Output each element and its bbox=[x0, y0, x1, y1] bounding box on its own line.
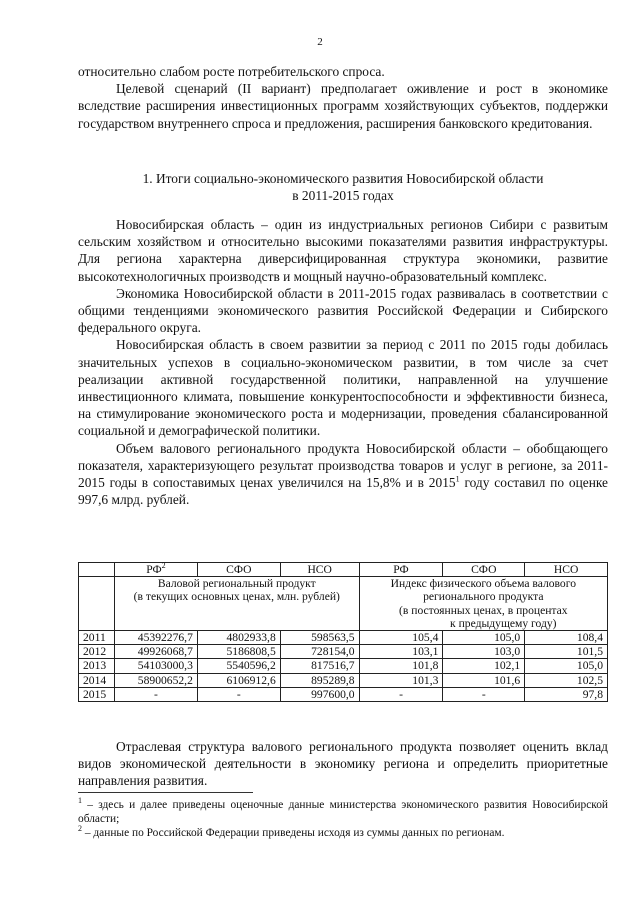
table-body bbox=[79, 631, 608, 702]
table-row bbox=[79, 631, 608, 645]
footnote-1-text: – здесь и далее приведены оценочные данные министерства экономического развития Новосибирской области; bbox=[78, 799, 608, 825]
table-cell: 45392276,7 bbox=[114, 631, 197, 645]
table-cell: 5540596,2 bbox=[197, 659, 280, 673]
table-row bbox=[79, 645, 608, 659]
table-cell: 49926068,7 bbox=[114, 645, 197, 659]
table-group-corner bbox=[79, 577, 115, 631]
footnote-1-mark: 1 bbox=[78, 796, 82, 806]
table-cell-year: 2012 bbox=[79, 645, 115, 659]
section-body bbox=[78, 216, 608, 508]
after-table-text bbox=[78, 738, 608, 790]
table-header-row bbox=[79, 563, 608, 577]
table-cell: 102,5 bbox=[525, 673, 608, 687]
section-title-line-1: 1. Итоги социально-экономического развития Новосибирской области bbox=[142, 171, 544, 186]
intro-text bbox=[78, 63, 608, 132]
table-row bbox=[79, 673, 608, 687]
table-cell: 97,8 bbox=[525, 687, 608, 701]
table-cell: 5186808,5 bbox=[197, 645, 280, 659]
page-number: 2 bbox=[317, 36, 323, 48]
table-cell: 105,4 bbox=[359, 631, 443, 645]
group-label-index: Индекс физического объема валового регионального продукта (в постоянных ценах, в процентах к предыдущему году) bbox=[359, 577, 607, 631]
table-cell: 54103000,3 bbox=[114, 659, 197, 673]
table-cell: 4802933,8 bbox=[197, 631, 280, 645]
table-cell: 598563,5 bbox=[280, 631, 359, 645]
footnote-1 bbox=[78, 798, 608, 826]
header-nso: НСО bbox=[280, 563, 359, 577]
footnotes bbox=[78, 798, 608, 840]
header-rf-index: РФ bbox=[359, 563, 443, 577]
table-cell: 817516,7 bbox=[280, 659, 359, 673]
table-cell: - bbox=[197, 687, 280, 701]
table-cell: 105,0 bbox=[525, 659, 608, 673]
table-group-row bbox=[79, 577, 608, 631]
footnote-ref-2: 2 bbox=[161, 561, 166, 571]
paragraph-3: Новосибирская область в своем развитии за период с 2011 по 2015 годы добилась значительных успехов в социально-экономическом развитии, в том числе за счет реализации активной государственной политики, направленной на улучшение инвестиционного климата, повышение конкурентоспособности и эффективности бизнеса, на стимулирование экономического роста и модернизации, проведения сбалансированной социальной и демографической политики. bbox=[78, 337, 608, 439]
section-title-line-2: в 2011-2015 годах bbox=[292, 188, 394, 203]
footnote-2-mark: 2 bbox=[78, 824, 82, 834]
table-cell: 997600,0 bbox=[280, 687, 359, 701]
footnote-2-text: – данные по Российской Федерации приведены исходя из суммы данных по регионам. bbox=[82, 827, 505, 839]
header-rf: $РФ^2$ bbox=[114, 563, 197, 577]
header-sfo-index: СФО bbox=[443, 563, 525, 577]
table-row bbox=[79, 659, 608, 673]
paragraph-4 bbox=[78, 440, 608, 509]
footnote-separator bbox=[78, 792, 253, 793]
paragraph-4-text: Объем валового регионального продукта Новосибирской области – обобщающего показателя, характеризующего результат производства товаров и услуг в регионе, за 2011-2015 годы в сопоставимых ценах увеличился на 15,8% и в 2015 bbox=[78, 440, 608, 491]
table-cell: - bbox=[443, 687, 525, 701]
table-cell: 101,3 bbox=[359, 673, 443, 687]
table-cell: 103,1 bbox=[359, 645, 443, 659]
table-cell: 58900652,2 bbox=[114, 673, 197, 687]
table-cell: - bbox=[359, 687, 443, 701]
table-cell: 728154,0 bbox=[280, 645, 359, 659]
table-cell: 103,0 bbox=[443, 645, 525, 659]
intro-paragraph-1: относительно слабом росте потребительского спроса. bbox=[78, 64, 385, 79]
table-cell: 101,5 bbox=[525, 645, 608, 659]
footnote-2 bbox=[78, 826, 608, 840]
header-sfo: СФО bbox=[197, 563, 280, 577]
paragraph-2: Экономика Новосибирской области в 2011-2015 годах развивалась в соответствии с общими тенденциями экономического развития Российской Федерации и Сибирского федерального округа. bbox=[78, 285, 608, 336]
table-cell-year: 2014 bbox=[79, 673, 115, 687]
after-table-paragraph: Отраслевая структура валового регионального продукта позволяет оценить вклад видов экономической деятельности в экономику региона и определить приоритетные направления развития. bbox=[78, 739, 608, 789]
paragraph-1: Новосибирская область – один из индустриальных регионов Сибири с развитым сельским хозяйством и относительно высокими показателями развития инфраструктуры. Для региона характерна диверсифицированная структура экономики, развитие высокотехнологичных производств и мощный научно-образовательный комплекс. bbox=[78, 217, 608, 284]
table-row bbox=[79, 687, 608, 701]
table-cell: 105,0 bbox=[443, 631, 525, 645]
table-cell: - bbox=[114, 687, 197, 701]
table-cell-year: 2015 bbox=[79, 687, 115, 701]
table-cell-year: 2013 bbox=[79, 659, 115, 673]
table-cell: 6106912,6 bbox=[197, 673, 280, 687]
group-label-grp: Валовой региональный продукт (в текущих основных ценах, млн. рублей) bbox=[114, 577, 359, 631]
section-heading bbox=[78, 170, 608, 204]
table-cell: 101,8 bbox=[359, 659, 443, 673]
paragraph-4-end: году составил по оценке 997,6 млрд. рублей. bbox=[78, 475, 608, 508]
footnote-ref-1: 1 bbox=[455, 474, 460, 484]
table-cell: 108,4 bbox=[525, 631, 608, 645]
table-cell-year: 2011 bbox=[79, 631, 115, 645]
header-nso-index: НСО bbox=[525, 563, 608, 577]
table-header-corner bbox=[79, 563, 115, 577]
table-cell: 102,1 bbox=[443, 659, 525, 673]
grp-table bbox=[78, 562, 608, 702]
intro-paragraph-2: Целевой сценарий (II вариант) предполагает оживление и рост в экономике вследствие расширения инвестиционных программ хозяйствующих субъектов, поддержки государством внутреннего спроса и предложения, расширения банковского кредитования. bbox=[78, 81, 608, 131]
table-cell: 101,6 bbox=[443, 673, 525, 687]
table-cell: 895289,8 bbox=[280, 673, 359, 687]
